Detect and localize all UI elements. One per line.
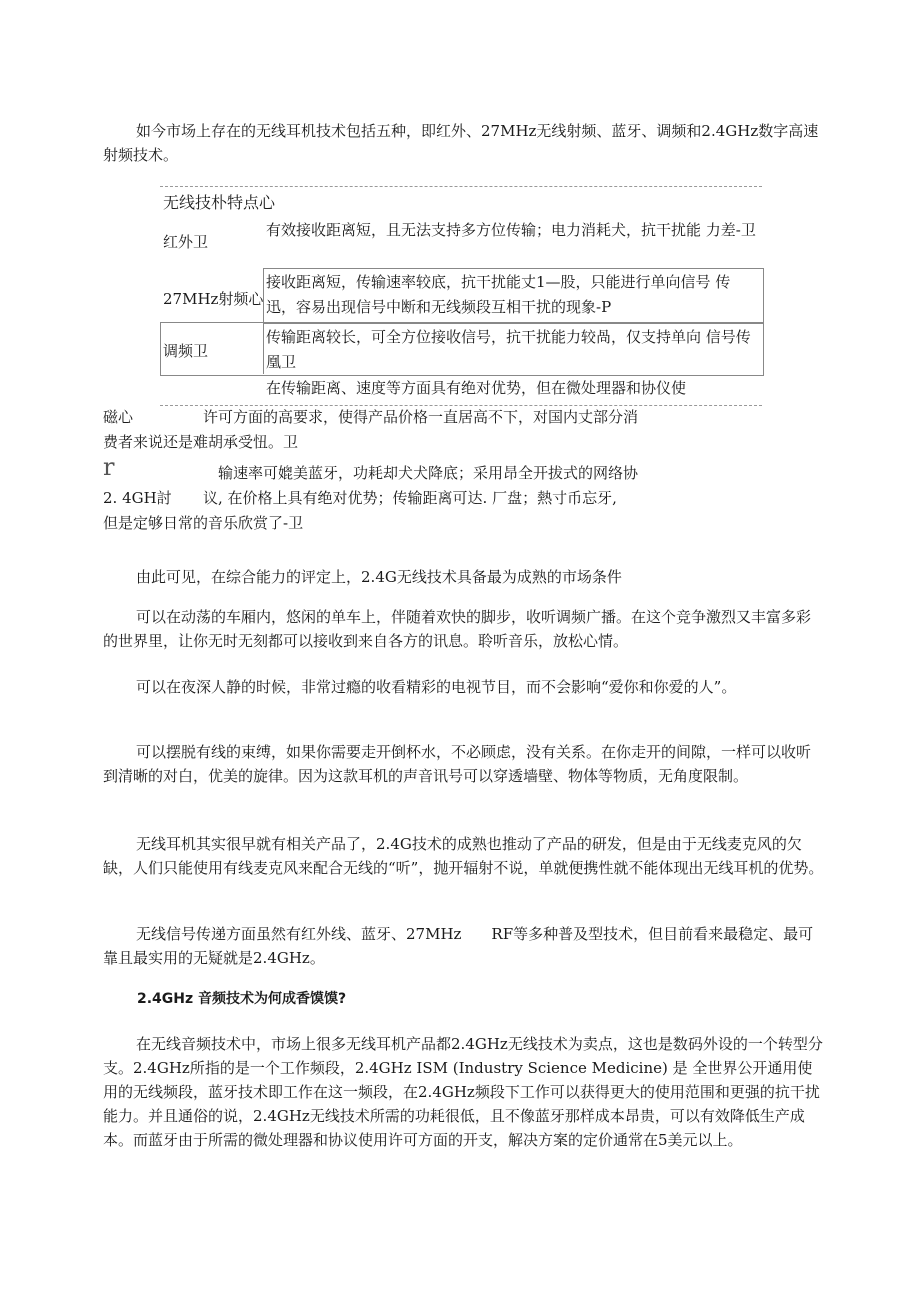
final-paragraph: 在无线音频技术中，市场上很多无线耳机产品都2.4GHz无线技术为卖点，这也是数码外设的一个转型分支。2.4GHz所指的是一个工作频段，2.4GHz ISM (Industry Science Medicine) 是 全世界公开通用使用的无线频段，蓝牙技术即工作在这一频段，在2.4GHz频段下工作可以获得更大的使用范围和更强的抗干扰能力。并且通俗的说，2.4GHz无线技术所需的功耗很低，且不像蓝牙那样成本昂贵，可以有效降低生产成本。而蓝牙由于所需的微处理器和协议使用许可方面的开支，解决方案的定价通常在5美元以上。: [103, 1035, 823, 1149]
intro-paragraph: 如今市场上存在的无线耳机技术包括五种，即红外、27MHz无线射频、蓝牙、调频和2.4GHz数字高速射频技术。: [103, 122, 819, 164]
row-fm-divider: [263, 322, 264, 374]
row-bluetooth-desc-2: 许可方面的高要求，使得产品价格一直居高不下，对国内丈部分消: [203, 408, 639, 426]
stray-glyph: r: [103, 453, 115, 481]
row-27mhz-desc: 接收距离短，传输速率较底，抗干扰能丈1—股，只能进行单向信号 传迅，容易出现信号中断和无线频段互相干扰的现象-P: [266, 273, 731, 316]
paragraph-history: 无线耳机其实很早就有相关产品了，2.4G技术的成熟也推动了产品的研发，但是由于无线麦克风的欠缺，人们只能使用有线麦克风来配合无线的“听”，抛开辐射不说，单就便携性就不能体现出无线耳机的优势。: [103, 835, 824, 877]
row-27mhz-name: 27MHz射频心: [163, 290, 264, 308]
row-bluetooth-name: 磁心: [103, 408, 134, 426]
row-fm-name: 调频卫: [163, 342, 209, 360]
row-24ghz-desc-2: 议, 在价格上具有绝对优势；传输距离可达. 厂盘；熱寸币忘牙,: [203, 489, 617, 507]
row-infrared-name: 红外卫: [163, 233, 209, 251]
row-bluetooth-desc-1: 在传输距离、速度等方面具有绝对优势，但在微处理器和协仪使: [266, 379, 687, 397]
row-infrared-desc: 有效接收距离短，且无法支持多方位传输；电力消耗犬，抗干扰能 力差-卫: [266, 221, 756, 239]
section-heading: 2.4GHz 音频技术为何成香馍馍?: [137, 991, 347, 1007]
row-24ghz-desc-1: 输速率可媲美蓝牙，功耗却犬犬降底；采用昂全开拔式的网络协: [218, 464, 639, 482]
row-24ghz-name: 2. 4GH討: [103, 489, 172, 507]
paragraph-stability: 无线信号传递方面虽然有红外线、蓝牙、27MHz RF等多种普及型技术，但目前看来最稳定、最可靠且最实用的无疑就是2.4GHz。: [103, 925, 814, 967]
row-bluetooth-desc-3: 费者来说还是难胡承受忸。卫: [103, 433, 299, 451]
row-24ghz-desc-3: 但是定够日常的音乐欣赏了-卫: [103, 514, 304, 532]
table-header: 无线技朴特点心: [163, 193, 276, 212]
table-top-rule: [160, 186, 762, 187]
paragraph-night: 可以在夜深人静的时候，非常过瘾的收看精彩的电视节目，而不会影响“爱你和你爱的人”。: [136, 678, 737, 696]
summary-paragraph: 由此可见，在综合能力的评定上，2.4G无线技术具备最为成熟的市场条件: [136, 568, 622, 586]
paragraph-freedom: 可以摆脱有线的束缚，如果你需要走开倒杯水，不必顾虑，没有关系。在你走开的间隙，一样可以收听到清晰的对白，优美的旋律。因为这款耳机的声音讯号可以穿透墙壁、物体等物质，无角度限制。: [103, 743, 812, 785]
paragraph-commute: 可以在动荡的车厢内，悠闲的单车上，伴随着欢快的脚步，收听调频广播。在这个竞争激烈又丰富多彩的世界里，让你无时无刻都可以接收到来自各方的讯息。聆听音乐，放松心情。: [103, 608, 812, 650]
row-fm-desc: 传输距离较长，可全方位接收信号，抗干扰能力较咼，仅支持单向 信号传凰卫: [266, 328, 751, 371]
